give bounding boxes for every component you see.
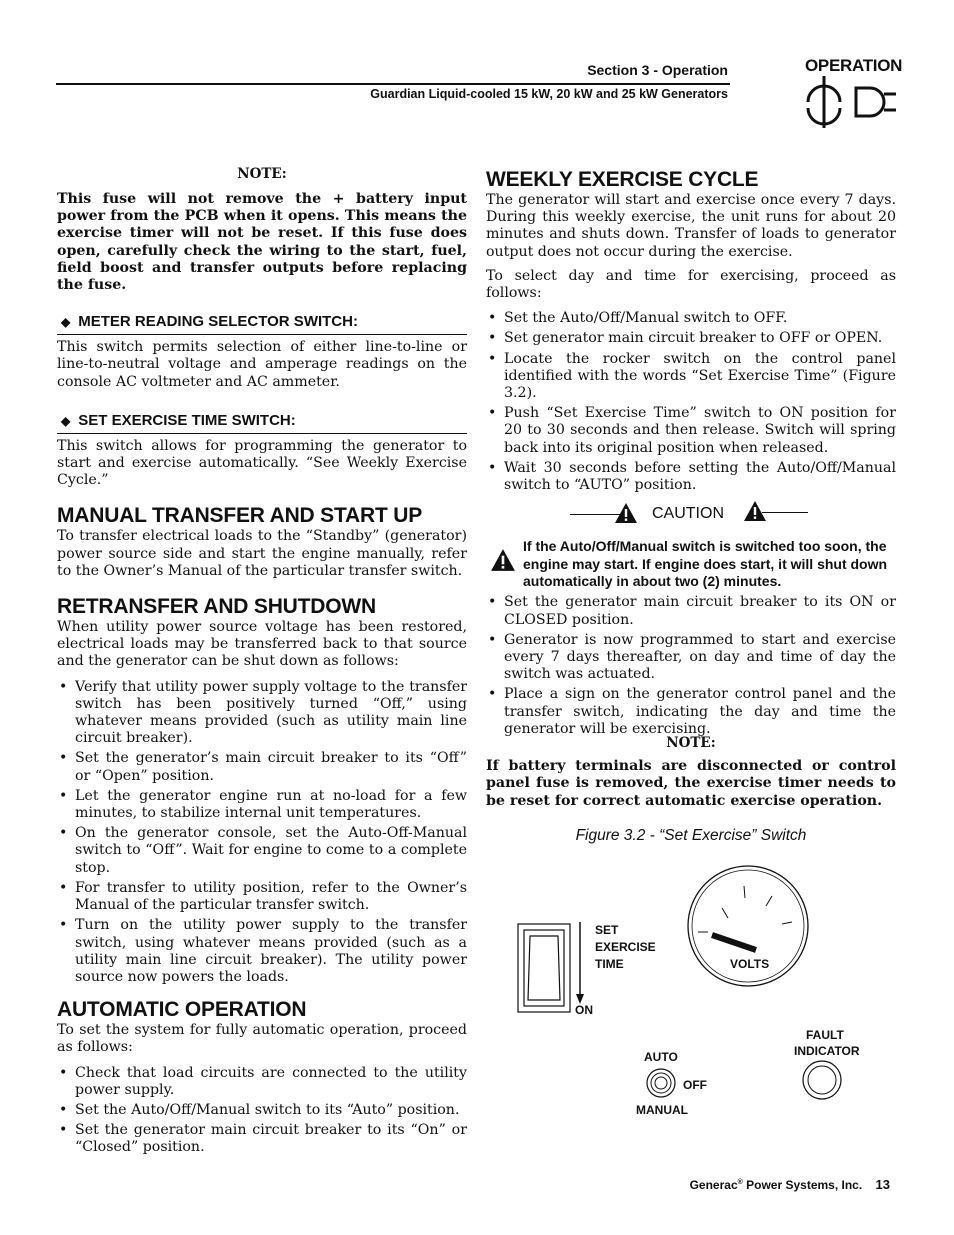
footer-registered-mark: ®: [737, 1179, 743, 1186]
warning-icon: [614, 502, 638, 524]
diamond-bullet-icon: ◆: [61, 413, 71, 428]
set-exercise-heading: [57, 411, 467, 434]
set-label: SET: [595, 923, 619, 937]
list-item: • Push “Set Exercise Time” switch to ON position for 20 to 30 seconds and then release. Switch will spring back into its original position when released.: [486, 405, 896, 457]
footer-company-rest: Power Systems, Inc.: [742, 1178, 863, 1192]
list-item: • Let the generator engine run at no-load for a few minutes, to stabilize internal unit temperatures.: [57, 788, 467, 822]
note-label: NOTE:: [237, 166, 287, 182]
indicator-label: INDICATOR: [794, 1044, 860, 1058]
automatic-operation-heading: AUTOMATIC OPERATION: [57, 998, 307, 1022]
list-item: • Locate the rocker switch on the control panel identified with the words “Set Exercise Time” (Figure 3.2).: [486, 351, 896, 403]
note-label: NOTE:: [666, 735, 716, 752]
section-title: Section 3 - Operation: [587, 62, 728, 78]
exercise-timer-note: If battery terminals are disconnected or control panel fuse is removed, the exercise timer needs to be reset for correct automatic exercise operation.: [486, 758, 896, 809]
list-item: • Set the generator main circuit breaker to its “On” or “Closed” position.: [57, 1122, 467, 1156]
post-caution-list: [486, 594, 896, 738]
weekly-list: [486, 310, 896, 494]
list-item: • Set the generator’s main circuit breaker to its “Off” or “Open” position.: [57, 750, 467, 784]
fault-label: FAULT: [806, 1028, 844, 1042]
figure-caption: Figure 3.2 - “Set Exercise” Switch: [575, 826, 807, 844]
fault-indicator-icon: [803, 1061, 841, 1099]
plug-icon: [800, 76, 900, 132]
off-label: OFF: [683, 1078, 707, 1092]
caution-block: [486, 538, 896, 590]
warning-icon: [743, 500, 767, 522]
list-item: • For transfer to utility position, refer to the Owner’s Manual of the particular transfer switch.: [57, 880, 467, 914]
footer: [560, 1177, 890, 1192]
list-item: • Verify that utility power supply voltage to the transfer switch has been positively turned “Off,” using whatever means provided (such as utility main line circuit breaker).: [57, 679, 467, 748]
manual-label: MANUAL: [636, 1103, 688, 1117]
header-rule: [56, 83, 730, 85]
list-item: • Check that load circuits are connected to the utility power supply.: [57, 1065, 467, 1099]
caution-banner: [486, 502, 896, 534]
volts-label: VOLTS: [730, 957, 770, 971]
automatic-operation-text: To set the system for fully automatic operation, proceed as follows:: [57, 1022, 467, 1056]
arrow-down-icon: [576, 922, 584, 1004]
meter-heading: [57, 312, 467, 335]
list-item: • Set the generator main circuit breaker to its ON or CLOSED position.: [486, 594, 896, 628]
manual-transfer-text: To transfer electrical loads to the “Standby” (generator) power source side and start the engine manually, refer to the Owner’s Manual of the particular transfer switch.: [57, 528, 467, 579]
on-label: ON: [575, 1003, 593, 1017]
list-item: • On the generator console, set the Auto-Off-Manual switch to “Off”. Wait for engine to come to a complete stop.: [57, 825, 467, 877]
list-item: • Wait 30 seconds before setting the Auto/Off/Manual switch to “AUTO” position.: [486, 460, 896, 494]
weekly-exercise-text: The generator will start and exercise once every 7 days. During this weekly exercise, the unit runs for about 20 minutes and shuts down. Transfer of loads to generator output does not occur during the exercise.: [486, 192, 896, 260]
warning-icon: [490, 548, 516, 572]
control-panel-figure: [500, 862, 900, 1122]
list-item: • Set the Auto/Off/Manual switch to its “Auto” position.: [57, 1102, 467, 1119]
left-column: [57, 166, 467, 1160]
time-label: TIME: [595, 957, 624, 971]
set-exercise-heading-text: SET EXERCISE TIME SWITCH:: [78, 411, 296, 429]
automatic-list: [57, 1065, 467, 1157]
weekly-exercise-heading: WEEKLY EXERCISE CYCLE: [486, 168, 759, 191]
auto-label: AUTO: [644, 1050, 678, 1064]
figure-3-2: [500, 862, 900, 1122]
document-subtitle: Guardian Liquid-cooled 15 kW, 20 kW and 25 kW Generators: [370, 87, 728, 101]
list-item: • Generator is now programmed to start and exercise every 7 days thereafter, on day and time of day the switch was actuated.: [486, 632, 896, 684]
retransfer-text: When utility power source voltage has been restored, electrical loads may be transferred back to that source and the generator can be shut down as follows:: [57, 619, 467, 670]
footer-company: Generac: [689, 1178, 738, 1192]
auto-off-manual-switch-icon: [647, 1069, 675, 1097]
list-item: • Turn on the utility power supply to the transfer switch, using whatever means provided (such as a utility main line circuit breaker). The utility power source now powers the loads.: [57, 917, 467, 986]
weekly-exercise-procedure-text: To select day and time for exercising, proceed as follows:: [486, 267, 896, 302]
operation-logo-text: OPERATION: [805, 56, 903, 75]
meter-text: This switch permits selection of either line-to-line or line-to-neutral voltage and amperage readings on the console AC voltmeter and AC ammeter.: [57, 339, 467, 390]
set-exercise-text: This switch allows for programming the generator to start and exercise automatically. “See Weekly Exercise Cycle.”: [57, 437, 467, 489]
retransfer-list: [57, 679, 467, 986]
rocker-switch-icon: [518, 924, 570, 1012]
exercise-label: EXERCISE: [595, 940, 656, 954]
caution-label: CAUTION: [652, 505, 724, 523]
caution-text: If the Auto/Off/Manual switch is switched too soon, the engine may start. If engine does start, it will shut down automatically in about two (2) minutes.: [523, 538, 888, 590]
fuse-note: This fuse will not remove the + battery input power from the PCB when it opens. This means the exercise timer will not be reset. If this fuse does open, carefully check the wiring to the start, fuel, field boost and transfer outputs before replacing the fuse.: [57, 191, 467, 294]
right-column: [486, 168, 896, 845]
page-number: 13: [875, 1177, 890, 1192]
list-item: • Set the Auto/Off/Manual switch to OFF.: [486, 310, 896, 327]
manual-transfer-heading: MANUAL TRANSFER AND START UP: [57, 504, 422, 528]
list-item: • Set generator main circuit breaker to OFF or OPEN.: [486, 330, 896, 347]
list-item: • Place a sign on the generator control panel and the transfer switch, indicating the day and time the generator will be exercising.: [486, 686, 896, 738]
meter-heading-text: METER READING SELECTOR SWITCH:: [78, 313, 358, 331]
caution-rule-right: [762, 512, 808, 513]
retransfer-heading: RETRANSFER AND SHUTDOWN: [57, 595, 376, 619]
operation-logo: [800, 56, 903, 130]
diamond-bullet-icon: ◆: [61, 315, 71, 330]
